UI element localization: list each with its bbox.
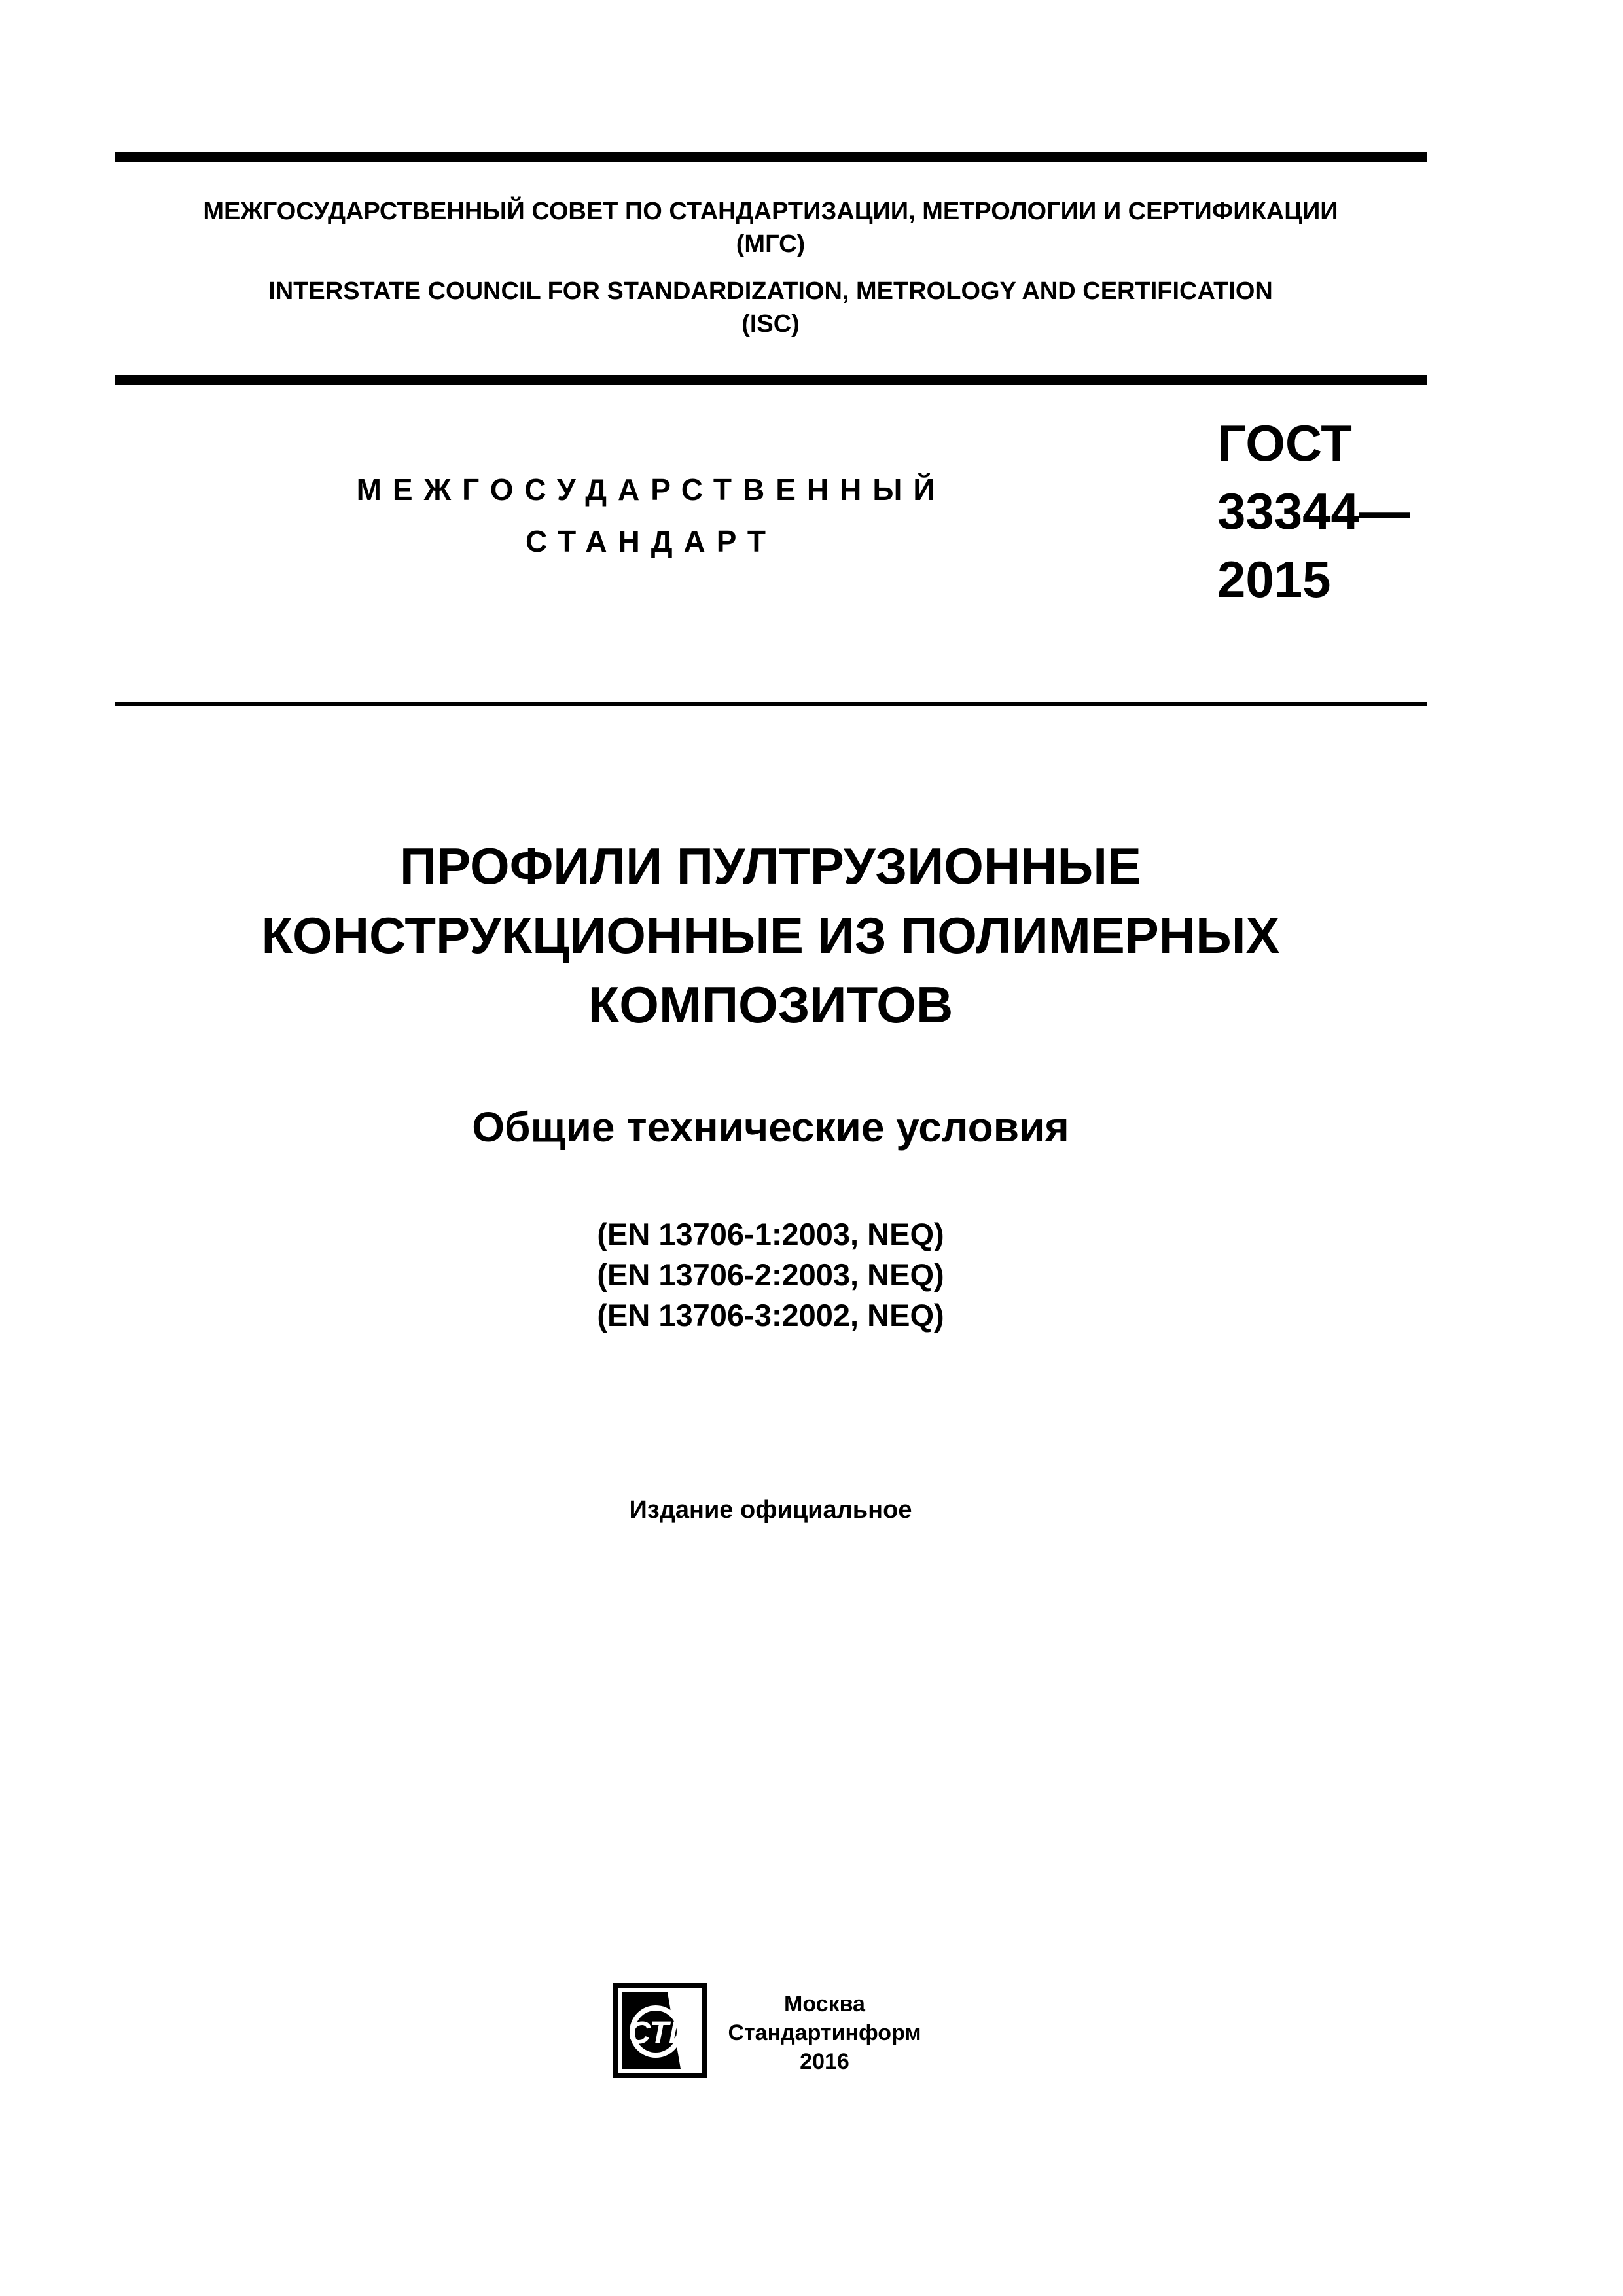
standard-type-line2: СТАНДАРТ bbox=[526, 524, 777, 558]
document-title bbox=[115, 831, 1427, 1039]
reference-1: (EN 13706-1:2003, NEQ) bbox=[597, 1217, 944, 1251]
standard-references bbox=[115, 1214, 1427, 1336]
publisher-name: Стандартинформ bbox=[728, 2020, 921, 2045]
gost-number: 33344— bbox=[1217, 482, 1410, 540]
title-line1: ПРОФИЛИ ПУЛТРУЗИОННЫЕ bbox=[400, 837, 1141, 895]
standard-type-line1: МЕЖГОСУДАРСТВЕННЫЙ bbox=[356, 473, 946, 507]
bottom-rule bbox=[115, 702, 1427, 706]
publisher-block bbox=[720, 1990, 929, 2076]
council-en-name: INTERSTATE COUNCIL FOR STANDARDIZATION, METROLOGY AND CERTIFICATION bbox=[268, 278, 1273, 305]
reference-2: (EN 13706-2:2003, NEQ) bbox=[597, 1257, 944, 1292]
top-rule bbox=[115, 152, 1427, 162]
council-en bbox=[115, 275, 1427, 340]
publisher-city: Москва bbox=[784, 1992, 865, 2017]
council-ru bbox=[115, 195, 1427, 260]
council-en-abbr: (ISC) bbox=[741, 310, 800, 338]
document-subtitle: Общие технические условия bbox=[472, 1103, 1069, 1151]
title-line3: КОМПОЗИТОВ bbox=[588, 976, 954, 1033]
gost-designation bbox=[1217, 409, 1410, 613]
gost-year: 2015 bbox=[1217, 550, 1331, 608]
title-line2: КОНСТРУКЦИОННЫЕ ИЗ ПОЛИМЕРНЫХ bbox=[261, 906, 1280, 964]
logo-text: СТИ bbox=[628, 2016, 692, 2051]
council-ru-abbr: (МГС) bbox=[736, 230, 806, 258]
gost-label: ГОСТ bbox=[1217, 414, 1352, 472]
council-ru-name: МЕЖГОСУДАРСТВЕННЫЙ СОВЕТ ПО СТАНДАРТИЗАЦИИ, МЕТРОЛОГИИ И СЕРТИФИКАЦИИ bbox=[203, 198, 1338, 225]
edition-label: Издание официальное bbox=[629, 1496, 912, 1524]
publisher-year: 2016 bbox=[800, 2049, 849, 2074]
standartinform-logo-icon bbox=[613, 1983, 707, 2078]
reference-3: (EN 13706-3:2002, NEQ) bbox=[597, 1298, 944, 1333]
middle-rule bbox=[115, 375, 1427, 385]
